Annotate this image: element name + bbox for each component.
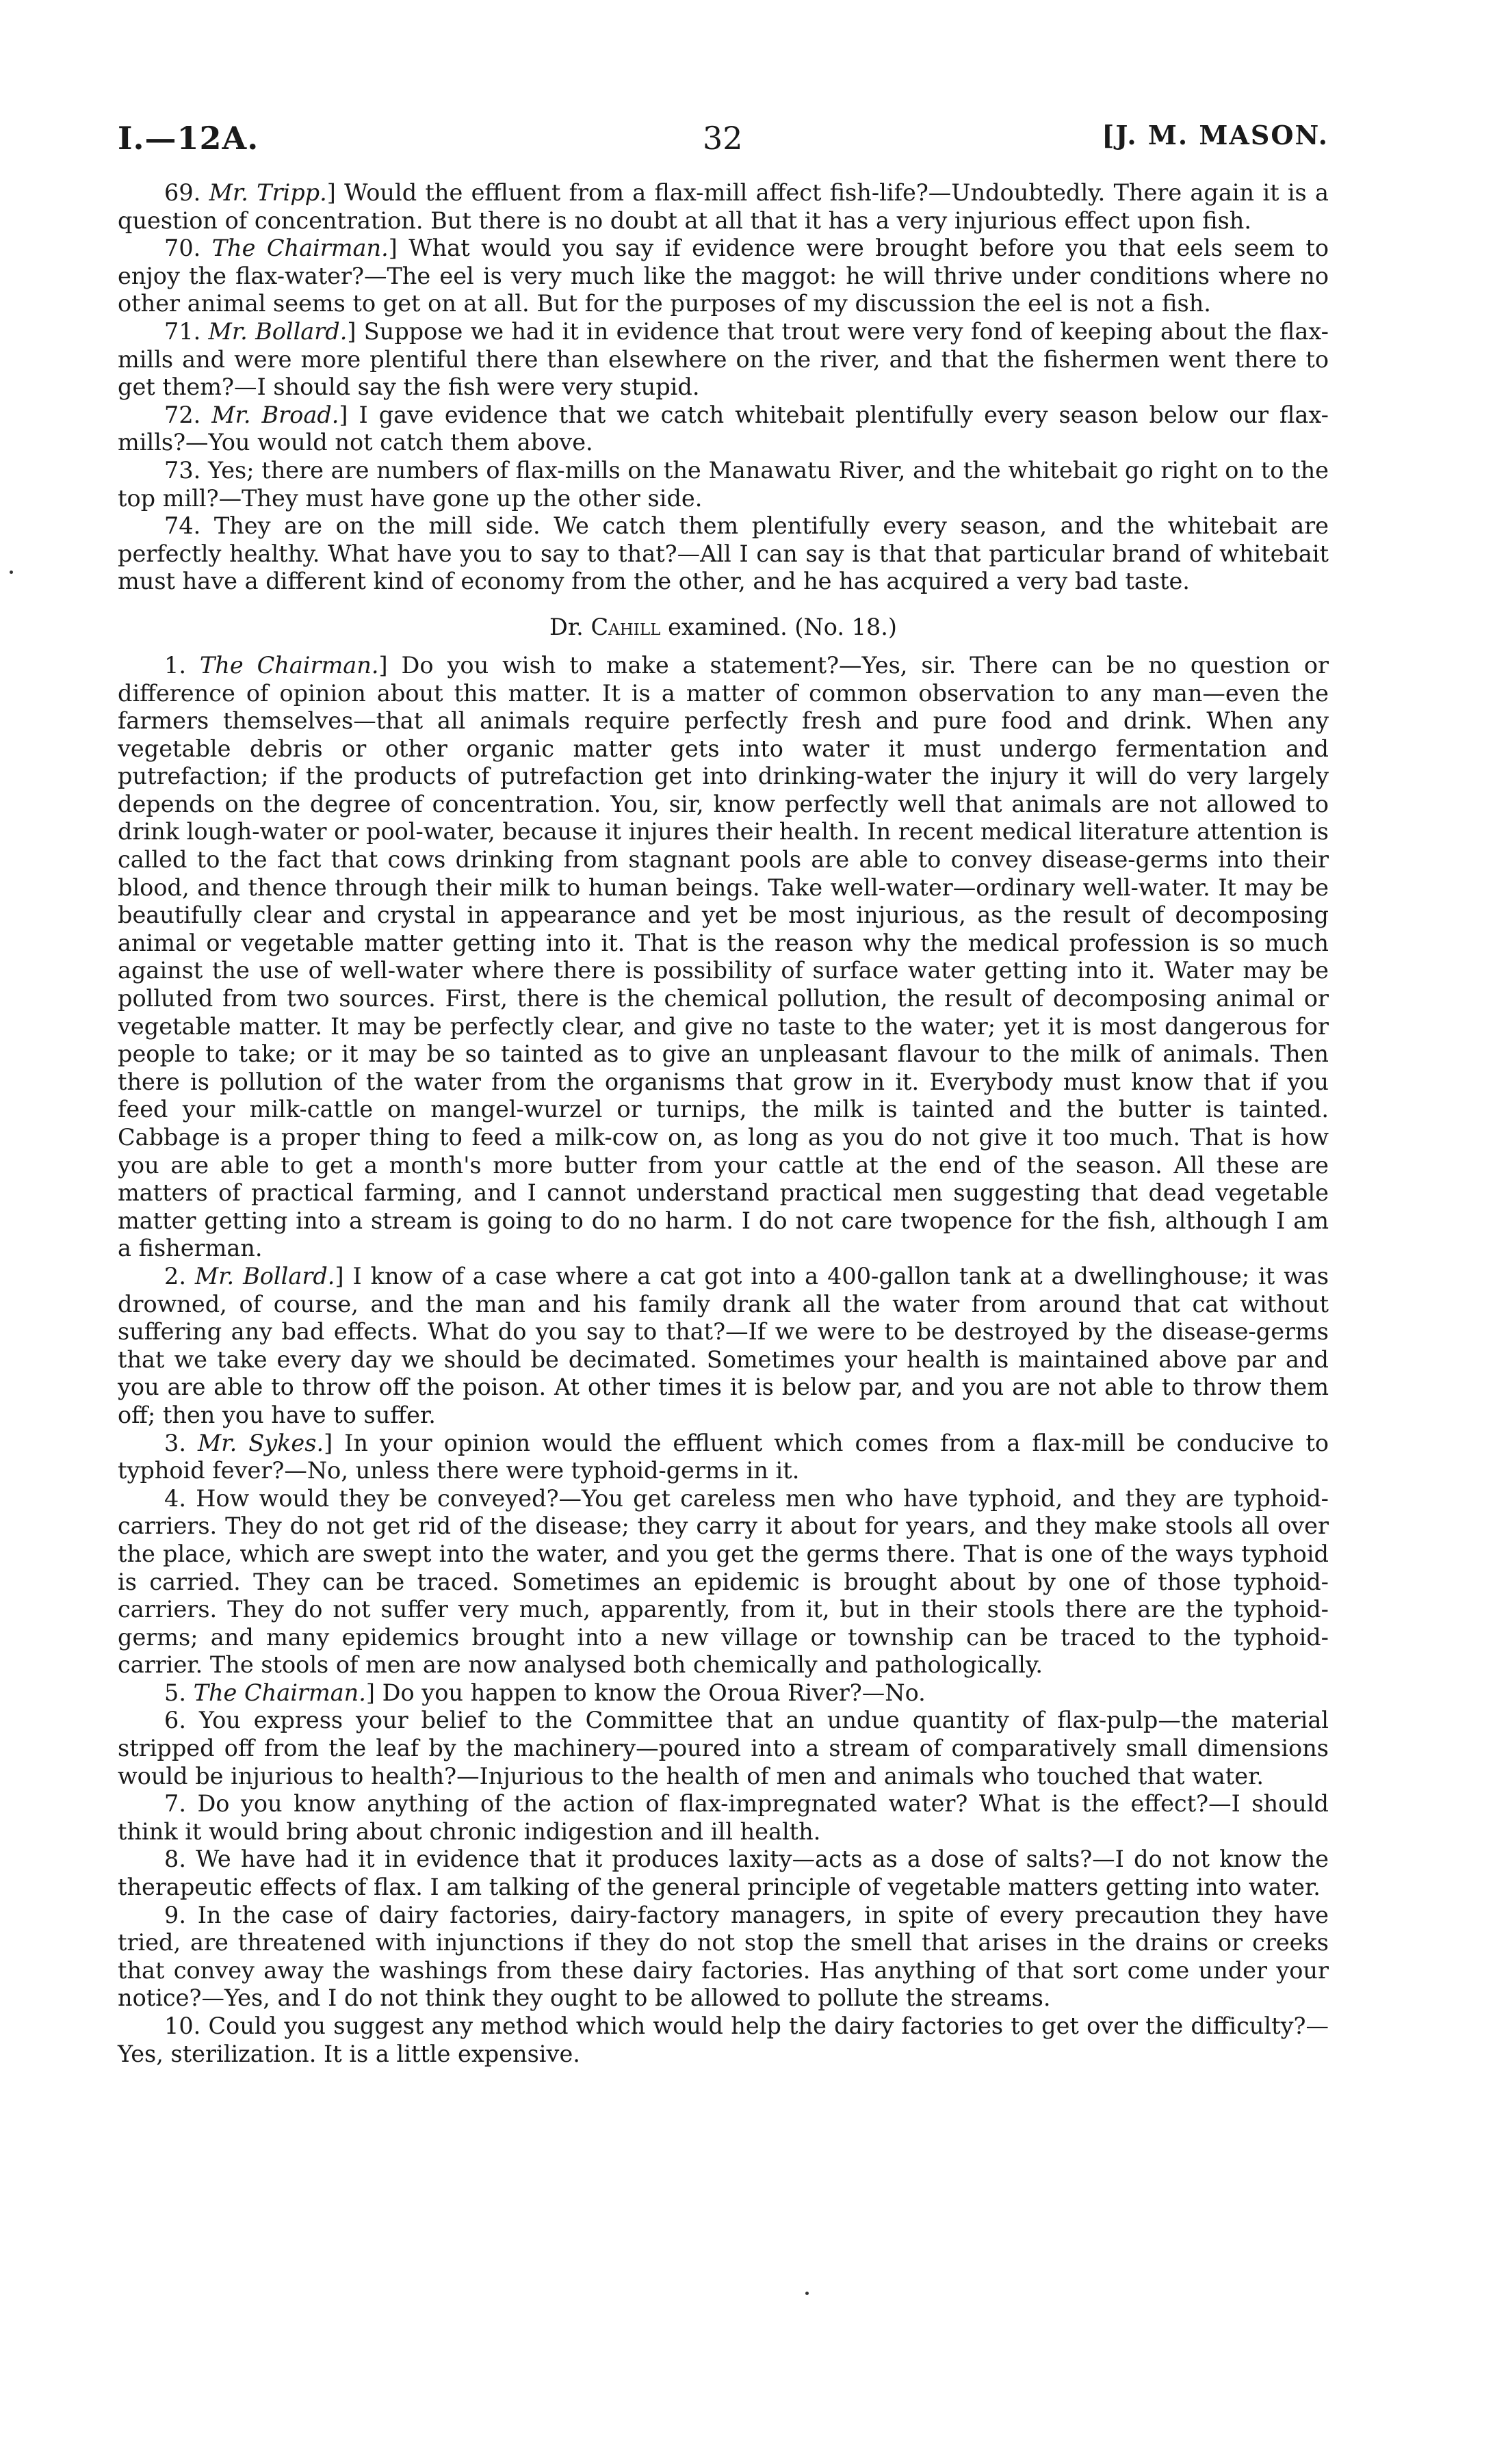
question-number: 9.	[164, 1901, 186, 1928]
testimony-paragraph	[118, 512, 1329, 596]
question-number: 4.	[164, 1484, 186, 1512]
question-number: 71.	[164, 317, 201, 345]
question-number: 5.	[164, 1679, 186, 1706]
question-number: 73.	[164, 456, 201, 484]
speaker-name: Mr. Bollard.	[194, 1262, 335, 1289]
testimony-paragraph: 72. Mr. Broad.] I gave evidence that we catch whitebait plentifully every season below our flax-mills?—You would not catch them above.	[118, 401, 1329, 456]
testimony-paragraph	[118, 1485, 1329, 1679]
testimony-paragraph	[118, 1846, 1329, 1901]
paragraph-text: We have had it in evidence that it produces laxity—acts as a dose of salts?—I do not know the therapeutic effects of flax. I am talking of the general principle of vegetable matters getting into water.	[118, 1846, 1329, 1901]
question-number: 8.	[164, 1846, 186, 1873]
paragraph-text: I gave evidence that we catch whitebait plentifully every season below our flax-mills?—You would not catch them above.	[118, 401, 1329, 456]
question-number: 74.	[164, 512, 201, 540]
question-number: 70.	[164, 235, 201, 262]
page-header	[118, 120, 1329, 161]
paragraph-text: Could you suggest any method which would help the dairy factories to get over the difficulty?—Yes, sterilization. It is a little expensive.	[118, 2013, 1329, 2067]
question-number: 69.	[164, 179, 201, 206]
paragraph-text: Do you know anything of the action of flax-impregnated water? What is the effect?—I should think it would bring about chronic indigestion and ill health.	[118, 1790, 1329, 1845]
paragraph-text: How would they be conveyed?—You get careless men who have typhoid, and they are typhoid-carriers. They do not get rid of the disease; they carry it about for years, and they make stools all over the place, which are swept into the water, and you get the germs there. That is one of the ways typhoid is carried. They can be traced. Sometimes an epidemic is brought about by one of those typhoid-carriers. They do not suffer very much, apparently, from it, but in their stools there are the typhoid-germs; and many epidemics brought into a new village or township can be traced to the typhoid-carrier. The stools of men are now analysed both chemically and pathologically.	[118, 1484, 1329, 1679]
testimony-paragraph: 71. Mr. Bollard.] Suppose we had it in evidence that trout were very fond of keeping about the flax-mills and were more plentiful there than elsewhere on the river, and that the fishermen went there to get them?—I should say the fish were very stupid.	[118, 317, 1329, 401]
section-suffix: examined. (No. 18.)	[668, 613, 897, 640]
paragraph-text: In the case of dairy factories, dairy-factory managers, in spite of every precaution they have tried, are threatened with injunctions if they do not stop the smell that arises in the drains or creeks that convey away the washings from these dairy factories. Has anything of that sort come under your notice?—Yes, and I do not think they ought to be allowed to pollute the streams.	[118, 1901, 1329, 2012]
question-number: 72.	[164, 401, 201, 428]
speaker-name: The Chairman.	[199, 651, 379, 679]
testimony-paragraph: 70. The Chairman.] What would you say if evidence were brought before you that eels seem to enjoy the flax-water?—The eel is very much like the maggot: he will thrive under conditions where no other animal seems to get on at all. But for the purposes of my discussion the eel is not a fish.	[118, 235, 1329, 317]
speaker-name: Mr. Bollard.	[208, 317, 348, 345]
document-reference: I.—12A.	[118, 120, 259, 157]
paragraph-text: Do you happen to know the Oroua River?—No.	[382, 1679, 926, 1706]
margin-mark	[10, 571, 13, 574]
question-number: 2.	[164, 1262, 186, 1289]
page-number: 32	[703, 120, 743, 157]
paragraph-text: You express your belief to the Committee that an undue quantity of flax-pulp—the material stripped off from the leaf by the machinery—poured into a stream of comparatively small dimensions would be injurious to health?—Injurious to the health of men and animals who touched that water.	[118, 1707, 1329, 1790]
speaker-name: Mr. Broad.	[211, 401, 339, 428]
paragraph-text: I know of a case where a cat got into a 400-gallon tank at a dwellinghouse; it was drowned, of course, and the man and his family drank all the water from around that cat without suffering any bad effects. What do you say to that?—If we were to be destroyed by the disease-germs that we take every day we should be decimated. Sometimes your health is maintained above par and you are able to throw off the poison. At other times it is below par, and you are not able to throw them off; then you have to suffer.	[118, 1262, 1329, 1428]
testimony-paragraph	[118, 1707, 1329, 1790]
testimony-paragraph	[118, 1902, 1329, 2013]
paragraph-text: Yes; there are numbers of flax-mills on the Manawatu River, and the whitebait go right on to the top mill?—They must have gone up the other side.	[118, 456, 1329, 512]
witness-surname: Cahill	[590, 613, 661, 640]
speaker-name: Mr. Tripp.	[209, 179, 327, 206]
paragraph-text: They are on the mill side. We catch them plentifully every season, and the whitebait are perfectly healthy. What have you to say to that?—All I can say is that that particular brand of whitebait must have a different kind of economy from the other, and he has acquired a very bad taste.	[118, 512, 1329, 595]
question-number: 3.	[164, 1429, 186, 1456]
testimony-paragraph	[118, 457, 1329, 512]
paragraph-text: Would the effluent from a flax-mill affect fish-life?—Undoubtedly. There again it is a question of concentration. But there is no doubt at all that it has a very injurious effect upon fish.	[118, 179, 1329, 234]
testimony-paragraph: 3. Mr. Sykes.] In your opinion would the effluent which comes from a flax-mill be conducive to typhoid fever?—No, unless there were typhoid-germs in it.	[118, 1429, 1329, 1484]
witness-name: [J. M. MASON.	[1102, 120, 1329, 150]
paragraph-text: Do you wish to make a statement?—Yes, sir. There can be no question or difference of opinion about this matter. It is a matter of common observation to any man—even the farmers themselves—that all animals require perfectly fresh and pure food and drink. When any vegetable debris or other organic matter gets into water it must undergo fermentation and putrefaction; if the products of putrefaction get into drinking-water the injury it will do very largely depends on the degree of concentration. You, sir, know perfectly well that animals are not allowed to drink lough-water or pool-water, because it injures their health. In recent medical literature attention is called to the fact that cows drinking from stagnant pools are able to convey disease-germs into their blood, and thence through their milk to human beings. Take well-water—ordinary well-water. It may be beautifully clear and crystal in appearance and yet be most injurious, as the result of decomposing animal or vegetable matter getting into it. That is the reason why the medical profession is so much against the use of well-water where there is possibility of surface water getting into it. Water may be polluted from two sources. First, there is the chemical pollution, the result of decomposing animal or vegetable matter. It may be perfectly clear, and give no taste to the water; yet it is most dangerous for people to take; or it may be so tainted as to give an unpleasant flavour to the milk of animals. Then there is pollution of the water from the organisms that grow in it. Everybody must know that if you feed your milk-cattle on mangel-wurzel or turnips, the milk is tainted and the butter is tainted. Cabbage is a proper thing to feed a milk-cow on, as long as you do not give it too much. That is how you are able to get a month's more butter from your cattle at the end of the season. All these are matters of practical farming, and I cannot understand practical men suggesting that dead vegetable matter getting into a stream is going to do no harm. I do not care twopence for the fish, although I am a fisherman.	[118, 651, 1329, 1262]
testimony-paragraph: 1. The Chairman.] Do you wish to make a statement?—Yes, sir. There can be no question or difference of opinion about this matter. It is a matter of common observation to any man—even the farmers themselves—that all animals require perfectly fresh and pure food and drink. When any vegetable debris or other organic matter gets into water it must undergo fermentation and putrefaction; if the products of putrefaction get into drinking-water the injury it will do very largely depends on the degree of concentration. You, sir, know perfectly well that animals are not allowed to drink lough-water or pool-water, because it injures their health. In recent medical literature attention is called to the fact that cows drinking from stagnant pools are able to convey disease-germs into their blood, and thence through their milk to human beings. Take well-water—ordinary well-water. It may be beautifully clear and crystal in appearance and yet be most injurious, as the result of decomposing animal or vegetable matter getting into it. That is the reason why the medical profession is so much against the use of well-water where there is possibility of surface water getting into it. Water may be polluted from two sources. First, there is the chemical pollution, the result of decomposing animal or vegetable matter. It may be perfectly clear, and give no taste to the water; yet it is most dangerous for people to take; or it may be so tainted as to give an unpleasant flavour to the milk of animals. Then there is pollution of the water from the organisms that grow in it. Everybody must know that if you feed your milk-cattle on mangel-wurzel or turnips, the milk is tainted and the butter is tainted. Cabbage is a proper thing to feed a milk-cow on, as long as you do not give it too much. That is how you are able to get a month's more butter from your cattle at the end of the season. All these are matters of practical farming, and I cannot understand practical men suggesting that dead vegetable matter getting into a stream is going to do no harm. I do not care twopence for the fish, although I am a fisherman.	[118, 651, 1329, 1262]
section-prefix: Dr.	[549, 613, 584, 640]
testimony-block-after	[118, 652, 1329, 2068]
testimony-paragraph	[118, 1790, 1329, 1846]
paragraph-text: In your opinion would the effluent which comes from a flax-mill be conducive to typhoid fever?—No, unless there were typhoid-germs in it.	[118, 1429, 1329, 1484]
footer-mark	[805, 2292, 809, 2295]
speaker-name: Mr. Sykes.	[197, 1429, 324, 1456]
question-number: 7.	[164, 1790, 186, 1818]
paragraph-text: What would you say if evidence were brought before you that eels seem to enjoy the flax-water?—The eel is very much like the maggot: he will thrive under conditions where no other animal seems to get on at all. But for the purposes of my discussion the eel is not a fish.	[118, 235, 1329, 317]
speaker-name: The Chairman.	[193, 1679, 366, 1706]
testimony-paragraph: 69. Mr. Tripp.] Would the effluent from a flax-mill affect fish-life?—Undoubtedly. There again it is a question of concentration. But there is no doubt at all that it has a very injurious effect upon fish.	[118, 179, 1329, 234]
question-number: 6.	[164, 1707, 186, 1734]
testimony-block-before	[118, 179, 1329, 596]
paragraph-text: Suppose we had it in evidence that trout were very fond of keeping about the flax-mills and were more plentiful there than elsewhere on the river, and that the fishermen went there to get them?—I should say the fish were very stupid.	[118, 317, 1329, 401]
question-number: 1.	[164, 651, 186, 679]
document-body	[118, 179, 1329, 2068]
question-number: 10.	[164, 2013, 201, 2039]
testimony-paragraph: 2. Mr. Bollard.] I know of a case where a cat got into a 400-gallon tank at a dwellinghouse; it was drowned, of course, and the man and his family drank all the water from around that cat without suffering any bad effects. What do you say to that?—If we were to be destroyed by the disease-germs that we take every day we should be decimated. Sometimes your health is maintained above par and you are able to throw off the poison. At other times it is below par, and you are not able to throw them off; then you have to suffer.	[118, 1262, 1329, 1428]
speaker-name: The Chairman.	[211, 235, 389, 262]
testimony-paragraph	[118, 2013, 1329, 2068]
testimony-paragraph: 5. The Chairman.] Do you happen to know the Oroua River?—No.	[164, 1679, 926, 1706]
section-heading	[118, 614, 1329, 641]
